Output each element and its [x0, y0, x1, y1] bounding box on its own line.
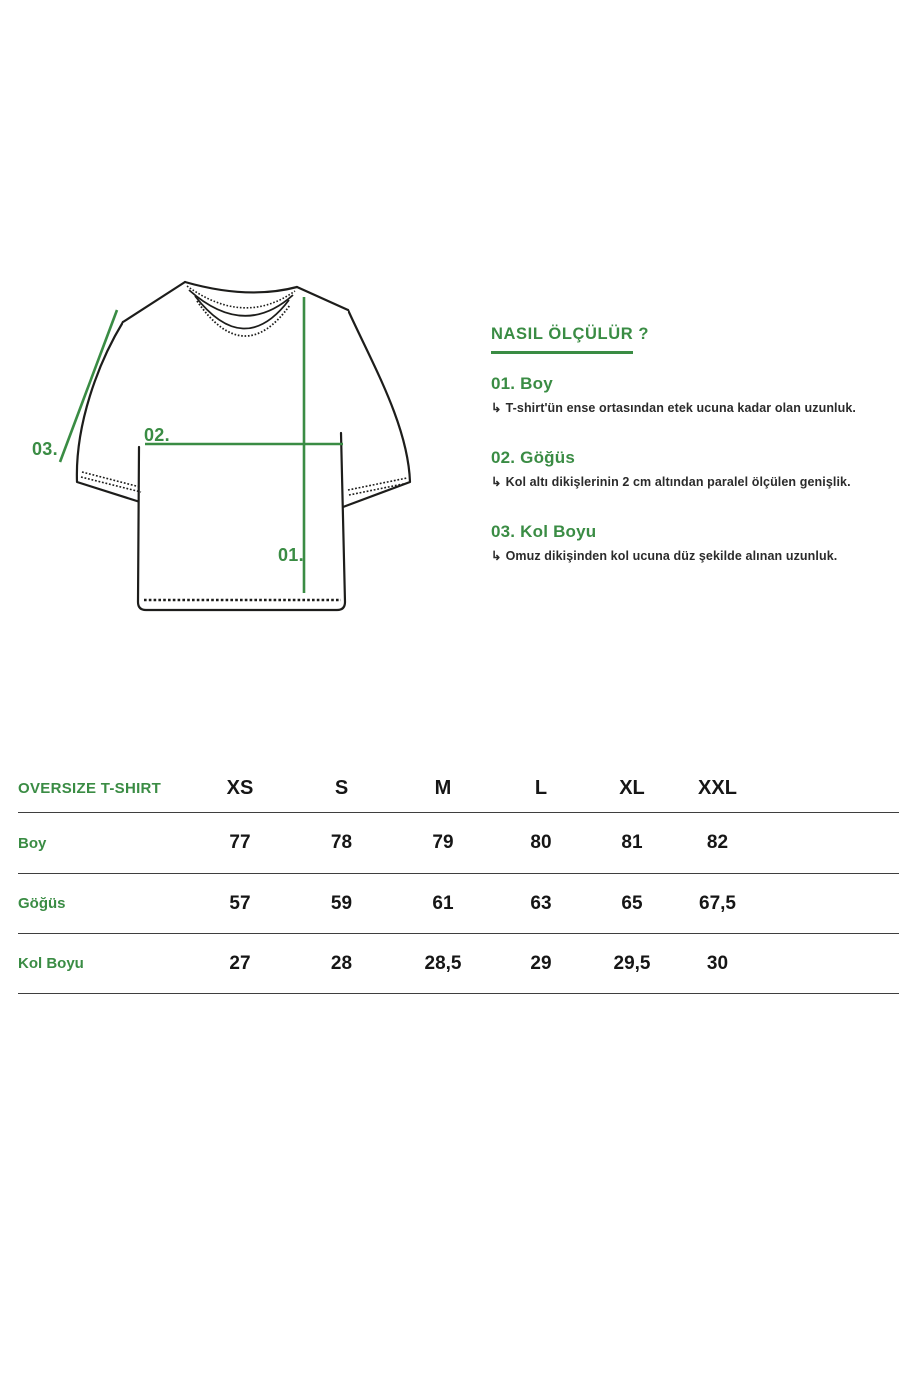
- desc-text: Omuz dikişinden kol ucuna düz şekilde alınan uzunluk.: [505, 548, 838, 563]
- corner-arrow-icon: ↳: [491, 401, 502, 415]
- howto-item-title: 03. Kol Boyu: [491, 521, 597, 541]
- measurement-label-03: 03.: [32, 439, 58, 459]
- howto-item-boy: [491, 375, 891, 416]
- value-cell: 27: [229, 952, 251, 974]
- corner-arrow-icon: ↳: [491, 474, 502, 489]
- table-header-row: [18, 765, 899, 813]
- tshirt-outline-icon: [77, 282, 410, 610]
- size-col-s: S: [334, 777, 349, 799]
- value-cell: 30: [706, 952, 729, 974]
- measurement-label-01: 01.: [278, 545, 304, 565]
- value-cell: 79: [432, 832, 454, 853]
- tshirt-diagram: [20, 255, 470, 645]
- howto-item-title: 01. Boy: [491, 374, 553, 393]
- howto-item-desc: [491, 550, 891, 564]
- howto-item-kol-boyu: [491, 523, 891, 564]
- product-name: OVERSIZE T-SHIRT: [18, 780, 162, 797]
- value-cell: 80: [530, 832, 552, 853]
- value-cell: 65: [621, 892, 643, 914]
- row-label: Boy: [18, 834, 47, 852]
- value-cell: 57: [229, 892, 251, 914]
- value-cell: 28: [330, 952, 353, 974]
- value-cell: 77: [229, 832, 251, 853]
- howto-section: [491, 326, 891, 563]
- size-col-xl: XL: [619, 777, 645, 799]
- howto-item-gogus: [491, 449, 891, 490]
- value-cell: 82: [706, 832, 729, 853]
- size-table: [18, 765, 899, 994]
- value-cell: 63: [530, 892, 552, 914]
- value-cell: 28,5: [424, 952, 462, 974]
- size-col-m: M: [434, 777, 452, 799]
- value-cell: 61: [432, 892, 454, 914]
- table-row-gogus: [18, 874, 899, 934]
- size-col-xs: XS: [226, 777, 254, 799]
- howto-title: NASIL ÖLÇÜLÜR ?: [491, 325, 650, 343]
- desc-text: Kol altı dikişlerinin 2 cm altından paralel ölçülen genişlik.: [505, 474, 851, 489]
- measurement-label-02: 02.: [144, 425, 170, 445]
- title-underline: [491, 351, 633, 355]
- row-label: Göğüs: [18, 895, 66, 912]
- row-label: Kol Boyu: [18, 955, 84, 972]
- corner-arrow-icon: ↳: [491, 548, 502, 563]
- table-row-kol-boyu: [18, 934, 899, 994]
- value-cell: 29: [530, 952, 552, 974]
- value-cell: 29,5: [613, 952, 651, 974]
- table-row-boy: [18, 813, 899, 874]
- value-cell: 78: [330, 832, 353, 853]
- size-col-l: L: [534, 777, 548, 799]
- howto-item-title: 02. Göğüs: [491, 447, 575, 467]
- desc-text: T-shirt'ün ense ortasından etek ucuna kadar olan uzunluk.: [505, 401, 856, 415]
- value-cell: 59: [330, 892, 353, 914]
- howto-item-desc: [491, 476, 891, 490]
- size-col-xxl: XXL: [698, 777, 737, 799]
- value-cell: 67,5: [699, 892, 736, 914]
- value-cell: 81: [621, 832, 643, 853]
- howto-item-desc: [491, 402, 891, 416]
